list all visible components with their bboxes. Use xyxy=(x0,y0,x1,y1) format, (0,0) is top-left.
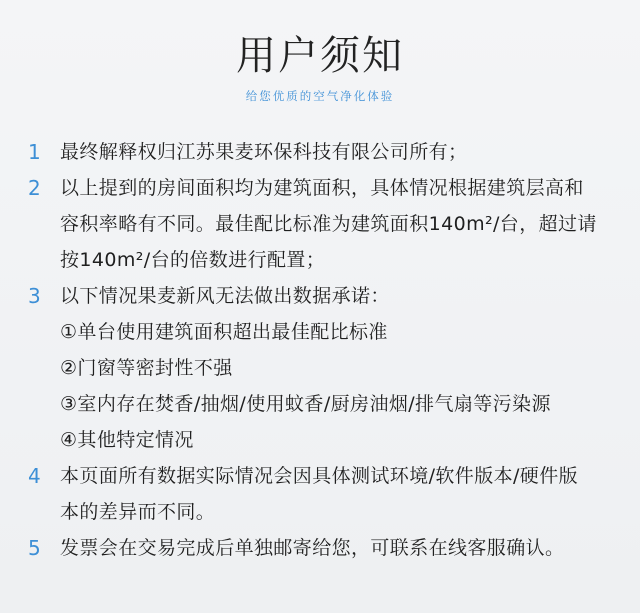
sub-item-text: ①单台使用建筑面积超出最佳配比标准 xyxy=(60,321,388,343)
sub-item xyxy=(0,386,640,422)
list-item-continuation xyxy=(0,206,640,242)
page-subtitle: 给您优质的空气净化体验 xyxy=(245,89,395,103)
list-item xyxy=(0,278,640,314)
page-title: 用户须知 xyxy=(236,33,404,79)
item-number: 5 xyxy=(28,536,41,560)
sub-item-text: ③室内存在焚香/抽烟/使用蚊香/厨房油烟/排气扇等污染源 xyxy=(60,393,551,415)
list-item xyxy=(0,458,640,494)
list-item xyxy=(0,170,640,206)
item-text: 本页面所有数据实际情况会因具体测试环境/软件版本/硬件版 xyxy=(60,465,579,487)
sub-item xyxy=(0,314,640,350)
sub-item-text: ②门窗等密封性不强 xyxy=(60,357,233,379)
item-text: 容积率略有不同。最佳配比标准为建筑面积140m²/台，超过请 xyxy=(60,213,597,235)
item-text: 本的差异而不同。 xyxy=(60,501,216,523)
sub-item xyxy=(0,422,640,458)
item-text: 最终解释权归江苏果麦环保科技有限公司所有； xyxy=(60,141,468,163)
list-item xyxy=(0,530,640,566)
item-text: 以上提到的房间面积均为建筑面积，具体情况根据建筑层高和 xyxy=(60,177,584,199)
item-number: 2 xyxy=(28,176,41,200)
item-text: 按140m²/台的倍数进行配置； xyxy=(60,249,326,271)
item-text: 以下情况果麦新风无法做出数据承诺： xyxy=(60,285,390,307)
sub-item-text: ④其他特定情况 xyxy=(60,429,194,451)
list-item-continuation xyxy=(0,494,640,530)
item-text: 发票会在交易完成后单独邮寄给您，可联系在线客服确认。 xyxy=(60,537,565,559)
item-number: 1 xyxy=(28,140,41,164)
list-item xyxy=(0,134,640,170)
sub-item xyxy=(0,350,640,386)
item-number: 4 xyxy=(28,464,41,488)
item-number: 3 xyxy=(28,284,41,308)
list-item-continuation xyxy=(0,242,640,278)
